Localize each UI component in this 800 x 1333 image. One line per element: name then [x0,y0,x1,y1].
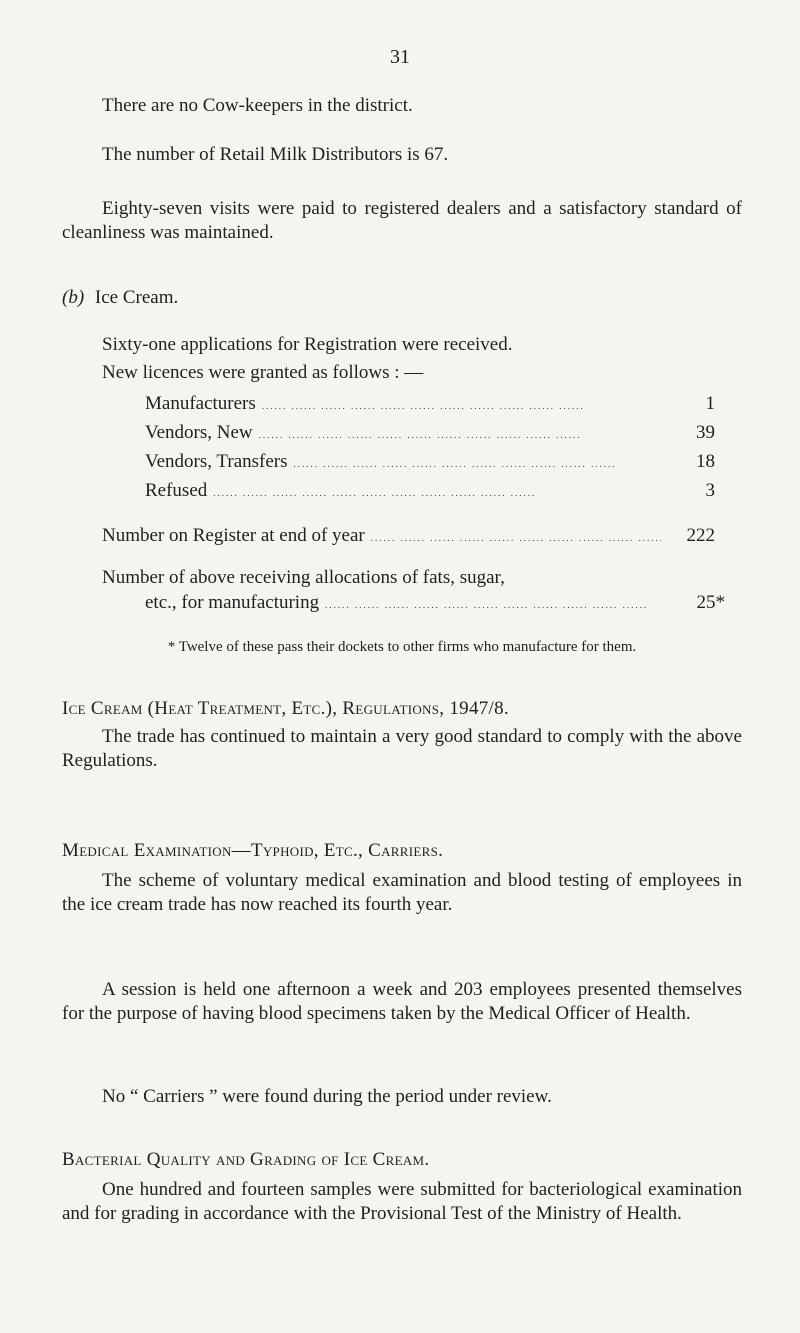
leader-dots [259,430,667,440]
licence-row [145,422,715,451]
section-heading-ice-cream [62,286,178,310]
leader-dots [325,600,673,610]
allocations-label: etc., for manufacturing [145,592,320,613]
leader-dots [213,488,667,498]
paragraph-carriers: No “ Carriers ” were found during the period under review. [102,1086,552,1107]
paragraph-bacterial: One hundred and fourteen samples were submitted for bacteriological examination and for grading in accordance with the Provisional Test of the Ministry of Health. [62,1179,742,1224]
licence-row [145,393,715,422]
allocations-row [145,592,725,614]
licence-value: 39 [696,422,715,443]
leader-dots [294,459,668,469]
allocations-value: 25* [696,592,725,613]
heading-medical: Medical Examination—Typhoid, Etc., Carriers. [62,840,444,861]
leader-dots [262,401,667,411]
paragraph-visits: Eighty-seven visits were paid to registered dealers and a satisfactory standard of cleanliness was maintained. [62,198,742,243]
paragraph-medical-scheme: The scheme of voluntary medical examination and blood testing of employees in the ice cream trade has now reached its fourth year. [62,870,742,915]
register-label: Number on Register at end of year [102,525,365,546]
leader-dots [371,533,661,543]
register-value: 222 [686,525,715,546]
licence-label: Manufacturers [145,393,256,414]
licence-value: 18 [696,451,715,472]
licence-row [145,480,715,509]
heading-regulations: Ice Cream (Heat Treatment, Etc.), Regulations, 1947/8. [62,698,509,719]
paragraph-medical-session: A session is held one afternoon a week and 203 employees presented themselves for the purpose of having blood specimens taken by the Medical Officer of Health. [62,979,742,1024]
allocations-line-1: Number of above receiving allocations of fats, sugar, [102,567,505,588]
licence-label: Vendors, Transfers [145,451,288,472]
footnote: * Twelve of these pass their dockets to other firms who manufacture for them. [167,639,637,655]
licence-value: 3 [705,480,715,501]
paragraph-applications: Sixty-one applications for Registration were received. [102,334,513,355]
paragraph-distributors: The number of Retail Milk Distributors is 67. [102,144,449,165]
licence-label: Refused [145,480,208,501]
paragraph-regulations: The trade has continued to maintain a very good standard to comply with the above Regulations. [62,726,742,771]
heading-bacterial: Bacterial Quality and Grading of Ice Cream. [62,1149,430,1170]
licences-list [145,393,715,509]
section-prefix: (b) [62,287,85,308]
licence-row [145,451,715,480]
licence-value: 1 [705,393,715,414]
paragraph-licences-intro: New licences were granted as follows : — [102,362,424,383]
licence-label: Vendors, New [145,422,253,443]
paragraph-cowkeepers: There are no Cow-keepers in the district. [102,95,413,116]
page-number: 31 [390,46,410,68]
register-row [102,525,715,547]
section-title: Ice Cream. [94,287,179,308]
